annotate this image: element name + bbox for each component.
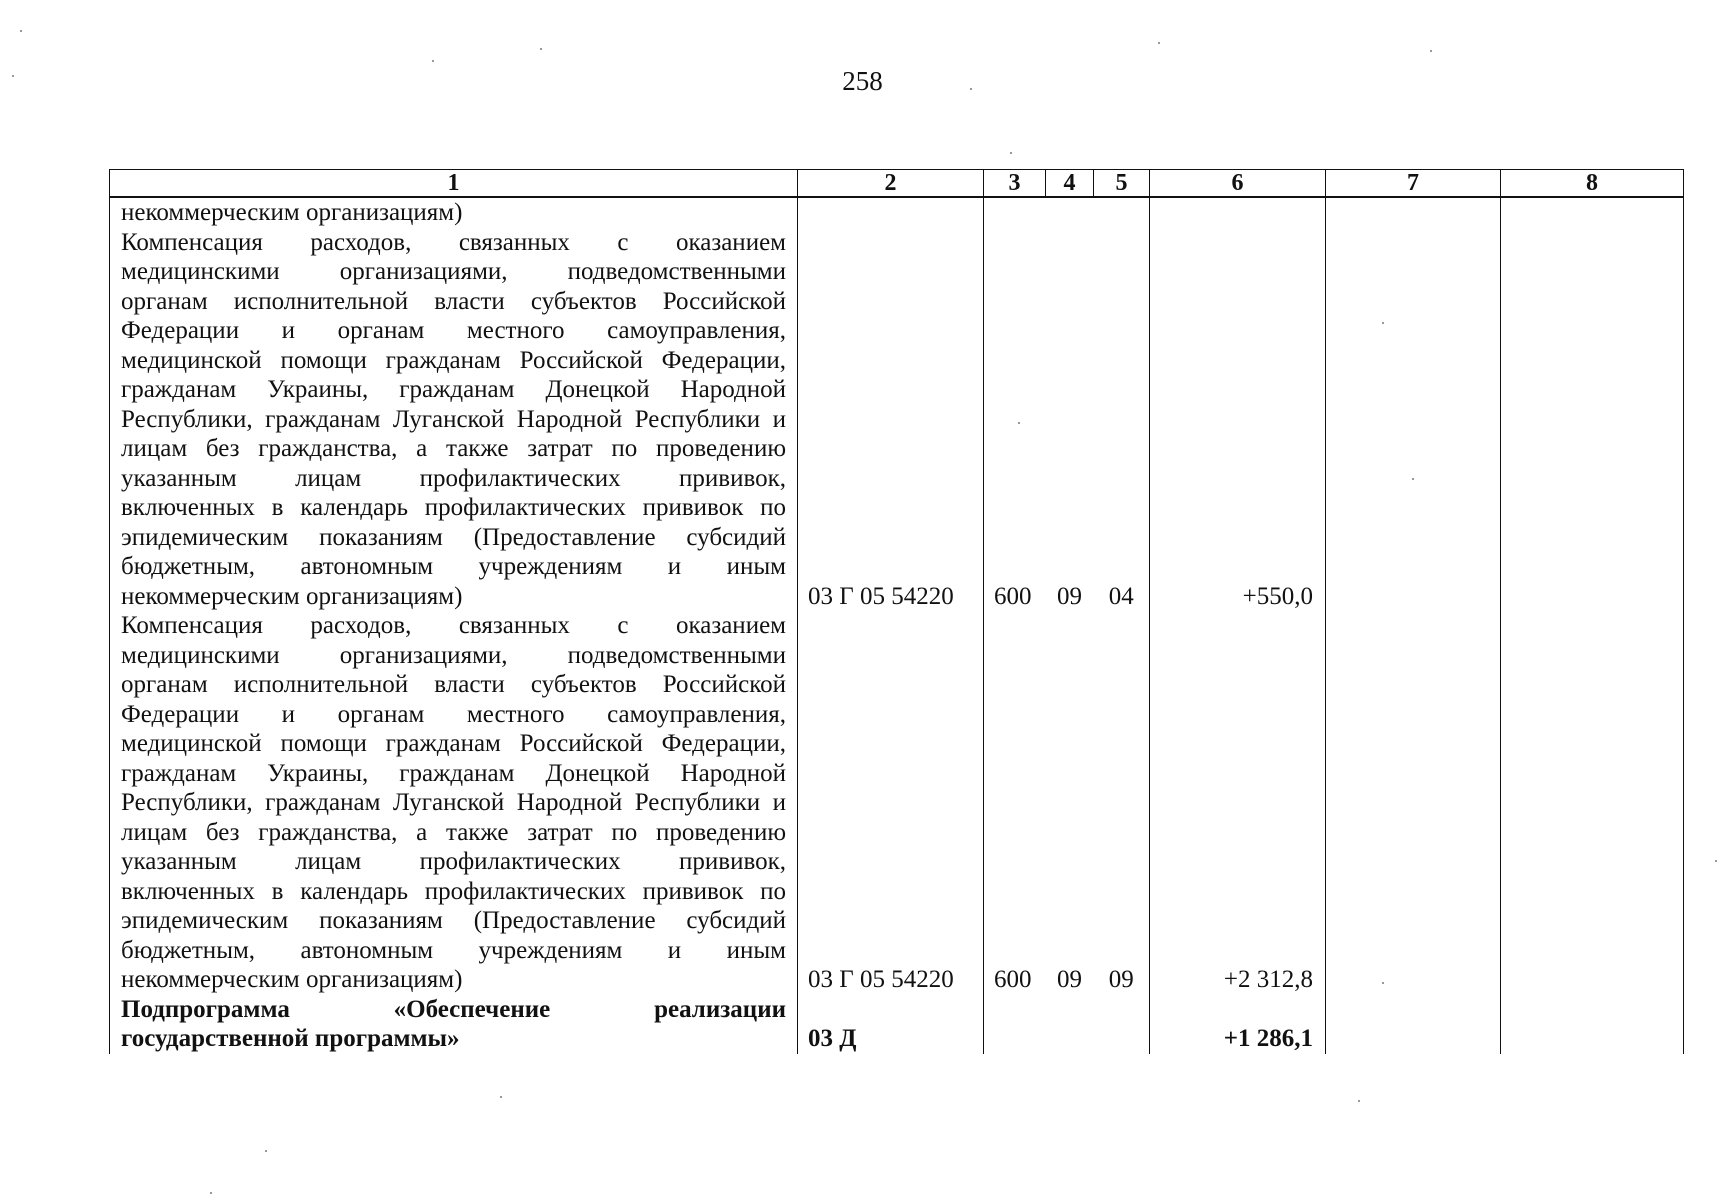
row-col-8 [1501,611,1684,995]
row-expense-type: 600 [984,611,1046,995]
table-row [110,995,1684,1054]
row-section: 09 [1057,966,1082,993]
budget-table [109,169,1684,1054]
description-line: бюджетным, автономным учреждениям и иным [121,936,786,964]
row-code: 03 Г 05 54220 [798,611,984,995]
row-expense-type [984,197,1046,228]
description-line: некоммерческим организациям) [121,582,463,610]
header-row [110,170,1684,198]
description-line: государственной программы» [121,1025,460,1052]
description-line: гражданам Украины, гражданам Донецкой Народной [121,759,786,787]
description-line: включенных в календарь профилактических прививок по [121,494,786,521]
table-row [110,228,1684,612]
scan-speck [1358,1100,1360,1102]
description-line: Республики, гражданам Луганской Народной Республики и [121,405,786,433]
row-amount: +2 312,8 [1150,611,1326,995]
scan-speck [210,1192,212,1194]
header-col-7: 7 [1326,170,1501,198]
row-subsection [1094,995,1150,1054]
row-subsection [1094,197,1150,228]
header-col-6: 6 [1150,170,1326,198]
scan-speck [500,1096,502,1098]
row-code [798,197,984,228]
description-line: включенных в календарь профилактических прививок по [121,877,786,905]
row-amount [1150,197,1326,228]
row-code: 03 Г 05 54220 [798,228,984,612]
row-section [1046,197,1094,228]
description-line: бюджетным, автономным учреждениям и иным [121,553,786,580]
row-subsection: 04 [1094,228,1150,612]
description-line: Федерации и органам местного самоуправления, [121,317,786,344]
table-row [110,197,1684,228]
description-line: лицам без гражданства, а также затрат по проведению [121,435,786,462]
scan-speck [265,1150,267,1152]
header-col-8: 8 [1501,170,1684,198]
row-col-7 [1326,197,1501,228]
scan-speck [1010,152,1012,154]
row-section [1046,995,1094,1054]
scan-speck [1715,860,1717,862]
description-line: Компенсация расходов, связанных с оказанием [121,612,786,639]
description-line: Компенсация расходов, связанных с оказанием [121,228,786,256]
description-line: лицам без гражданства, а также затрат по проведению [121,818,786,846]
row-description [110,995,798,1054]
scan-speck [432,60,434,62]
scan-speck [12,75,14,77]
header-col-3: 3 [984,170,1046,198]
description-line: Республики, гражданам Луганской Народной Республики и [121,789,786,816]
row-section: 09 [1057,582,1082,610]
row-amount: +550,0 [1150,228,1326,612]
description-line: органам исполнительной власти субъектов Российской [121,287,786,315]
row-code: 03 Д [798,995,984,1054]
description-line: медицинской помощи гражданам Российской Федерации, [121,730,786,757]
description-line: эпидемическим показаниям (Предоставление субсидий [121,523,786,551]
description-line: указанным лицам профилактических прививок, [121,848,786,875]
row-amount: +1 286,1 [1150,995,1326,1054]
header-col-5: 5 [1094,170,1150,198]
row-col-7 [1326,995,1501,1054]
description-line: медицинскими организациями, подведомственными [121,641,786,669]
row-subsection: 09 [1094,611,1150,995]
description-line: эпидемическим показаниям (Предоставление субсидий [121,907,786,934]
scan-speck [1430,50,1432,52]
description-line: указанным лицам профилактических прививок, [121,464,786,492]
header-col-4: 4 [1046,170,1094,198]
scan-speck [970,88,972,90]
page-number: 258 [842,66,883,96]
description-line: некоммерческим организациям) [121,199,463,226]
scan-speck [540,48,542,50]
description-line: Федерации и органам местного самоуправления, [121,700,786,728]
scan-speck [20,30,22,32]
row-col-8 [1501,197,1684,228]
row-col-7 [1326,611,1501,995]
description-line: органам исполнительной власти субъектов Российской [121,671,786,698]
description-line: медицинскими организациями, подведомственными [121,258,786,285]
row-description [110,611,798,995]
row-expense-type [984,995,1046,1054]
header-col-1: 1 [110,170,798,198]
row-description [110,197,798,228]
row-col-7 [1326,228,1501,612]
row-expense-type: 600 [984,228,1046,612]
table-row [110,611,1684,995]
row-col-8 [1501,228,1684,612]
row-description [110,228,798,612]
row-col-8 [1501,995,1684,1054]
description-line: Подпрограмма «Обеспечение реализации [121,995,786,1023]
header-col-2: 2 [798,170,984,198]
description-line: гражданам Украины, гражданам Донецкой Народной [121,376,786,403]
scan-speck [1158,42,1160,44]
description-line: некоммерческим организациям) [121,966,463,993]
description-line: медицинской помощи гражданам Российской Федерации, [121,346,786,374]
